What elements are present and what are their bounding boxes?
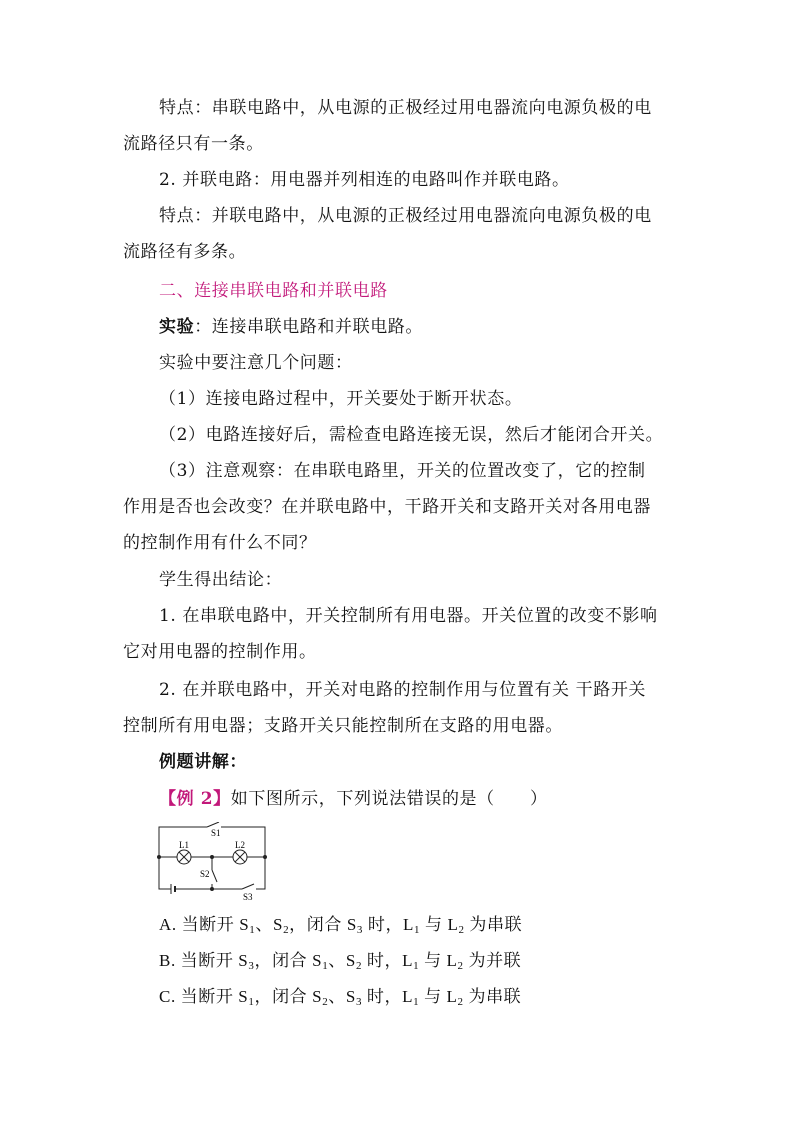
example-question — [159, 789, 548, 809]
option-a — [159, 915, 522, 935]
label-s1: S1 — [211, 828, 221, 838]
subscript: 1 — [248, 996, 255, 1008]
label-l2: L2 — [235, 840, 245, 850]
section-heading: 二、连接串联电路和并联电路 — [159, 281, 388, 301]
option-text: 当断开 S — [175, 987, 249, 1006]
conclusion-1-b: 它对用电器的控制作用。 — [123, 642, 317, 662]
note-2: （2）电路连接好后，需检查电路连接无误，然后才能闭合开关。 — [159, 425, 664, 445]
option-text: 、S — [328, 987, 356, 1006]
option-text: ，闭合 S — [289, 915, 357, 934]
option-c — [159, 987, 521, 1007]
subscript: 1 — [249, 924, 256, 936]
option-text: 为串联 — [463, 987, 522, 1006]
label-s3: S3 — [243, 892, 253, 900]
subscript: 3 — [356, 924, 363, 936]
subscript: 1 — [413, 960, 420, 972]
option-text: 时，L — [362, 987, 414, 1006]
example-heading: 例题讲解： — [159, 752, 247, 772]
subscript: 1 — [414, 924, 421, 936]
subscript: 2 — [457, 960, 464, 972]
subscript: 2 — [283, 924, 290, 936]
option-text: 时，L — [362, 951, 414, 970]
option-text: 与 L — [420, 915, 459, 934]
subscript: 2 — [458, 924, 465, 936]
note-3-c: 的控制作用有什么不同？ — [123, 533, 317, 553]
option-text: 为串联 — [464, 915, 523, 934]
subscript: 3 — [355, 996, 363, 1008]
option-text: ，闭合 S — [254, 987, 323, 1006]
note-1: （1）连接电路过程中，开关要处于断开状态。 — [159, 389, 523, 409]
note-3-b: 作用是否也会改变？在并联电路中，干路开关和支路开关对各用电器 — [123, 497, 651, 517]
option-letter: C. — [159, 987, 176, 1006]
option-letter: B. — [159, 951, 176, 970]
option-b — [159, 951, 521, 971]
para-feature-series-1: 特点：串联电路中，从电源的正极经过用电器流向电源负极的电 — [159, 98, 652, 118]
conclusion-1-a: 1. 在串联电路中，开关控制所有用电器。开关位置的改变不影响 — [159, 606, 658, 626]
notes-intro: 实验中要注意几个问题： — [159, 353, 353, 373]
option-text: 当断开 S — [176, 915, 250, 934]
subscript: 3 — [248, 960, 255, 972]
conclusion-2-a: 2. 在并联电路中，开关对电路的控制作用与位置有关 干路开关 — [159, 680, 647, 700]
para-feature-parallel-1: 特点：并联电路中，从电源的正极经过用电器流向电源负极的电 — [159, 206, 652, 226]
example-question-text: 如下图所示，下列说法错误的是（ ） — [230, 789, 548, 809]
conclusion-intro: 学生得出结论： — [159, 570, 283, 590]
circuit-diagram — [150, 822, 280, 900]
para-feature-series-2: 流路径只有一条。 — [123, 134, 264, 154]
example-tag: 【例 2】 — [159, 789, 231, 809]
option-text: 当断开 S — [175, 951, 249, 970]
option-letter: A. — [159, 915, 177, 934]
label-l1: L1 — [179, 840, 189, 850]
option-text: 为并联 — [463, 951, 522, 970]
subscript: 2 — [457, 996, 464, 1008]
experiment-label: 实验 — [159, 317, 195, 337]
option-text: ，闭合 S — [254, 951, 323, 970]
option-text: 、S — [255, 915, 284, 934]
experiment-line — [159, 317, 423, 337]
para-feature-parallel-2: 流路径有多条。 — [123, 242, 247, 262]
label-s2: S2 — [200, 869, 210, 879]
subscript: 2 — [355, 960, 363, 972]
subscript: 2 — [322, 996, 329, 1008]
option-text: 与 L — [419, 987, 458, 1006]
option-text: 与 L — [419, 951, 458, 970]
para-parallel-def: 2. 并联电路：用电器并列相连的电路叫作并联电路。 — [159, 170, 570, 190]
experiment-text: ：连接串联电路和并联电路。 — [194, 317, 424, 337]
subscript: 1 — [322, 960, 329, 972]
option-text: 时，L — [363, 915, 415, 934]
conclusion-2-b: 控制所有用电器；支路开关只能控制所在支路的用电器。 — [123, 716, 563, 736]
subscript: 1 — [413, 996, 420, 1008]
note-3-a: （3）注意观察：在串联电路里，开关的位置改变了，它的控制 — [159, 461, 646, 481]
option-text: 、S — [328, 951, 356, 970]
